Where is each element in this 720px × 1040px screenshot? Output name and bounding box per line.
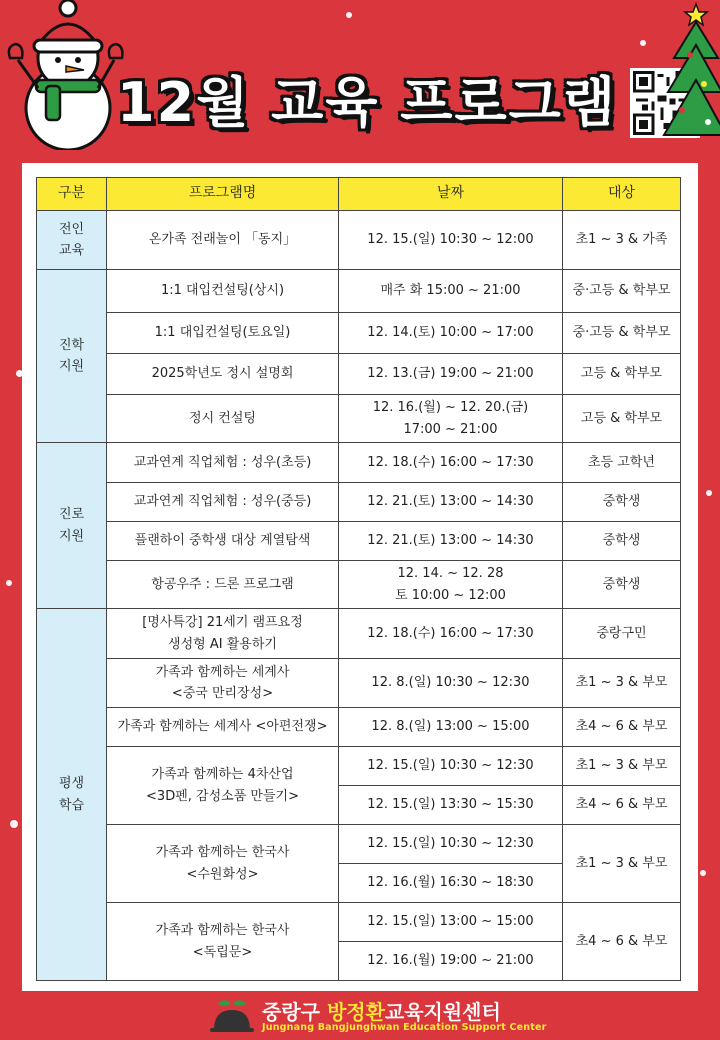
table-row: [37, 747, 681, 786]
date-cell: 12. 14.(토) 10:00 ~ 17:00: [339, 313, 563, 354]
target-cell: 중학생: [563, 561, 681, 609]
program-cell: 가족과 함께하는 한국사 <수원화성>: [107, 825, 339, 903]
column-header: 프로그램명: [107, 178, 339, 211]
table-row: [37, 211, 681, 270]
date-cell: 12. 16.(월) ~ 12. 20.(금) 17:00 ~ 21:00: [339, 395, 563, 443]
schedule-table: [36, 177, 681, 981]
target-cell: 초4 ~ 6 & 부모: [563, 708, 681, 747]
column-header: 대상: [563, 178, 681, 211]
program-cell: 항공우주 : 드론 프로그램: [107, 561, 339, 609]
target-cell: 초1 ~ 3 & 부모: [563, 659, 681, 708]
program-cell: 교과연계 직업체험 : 성우(중등): [107, 483, 339, 522]
date-cell: 12. 18.(수) 16:00 ~ 17:30: [339, 443, 563, 483]
table-row: [37, 354, 681, 395]
table-row: [37, 825, 681, 864]
date-cell: 12. 18.(수) 16:00 ~ 17:30: [339, 609, 563, 659]
program-cell: 가족과 함께하는 세계사 <중국 만리장성>: [107, 659, 339, 708]
column-header: 구분: [37, 178, 107, 211]
date-cell: 매주 화 15:00 ~ 21:00: [339, 270, 563, 313]
target-cell: 초4 ~ 6 & 부모: [563, 786, 681, 825]
category-cell: 평생 학습: [37, 609, 107, 981]
table-row: [37, 483, 681, 522]
table-row: [37, 609, 681, 659]
program-cell: 가족과 함께하는 세계사 <아편전쟁>: [107, 708, 339, 747]
table-row: [37, 270, 681, 313]
category-cell: 진로 지원: [37, 443, 107, 609]
program-cell: 교과연계 직업체험 : 성우(초등): [107, 443, 339, 483]
page-title: 12월 교육 프로그램: [117, 70, 617, 134]
table-row: [37, 708, 681, 747]
program-cell: 2025학년도 정시 설명회: [107, 354, 339, 395]
program-cell: 정시 컨설팅: [107, 395, 339, 443]
date-cell: 12. 13.(금) 19:00 ~ 21:00: [339, 354, 563, 395]
target-cell: 중·고등 & 학부모: [563, 270, 681, 313]
target-cell: 초1 ~ 3 & 부모: [563, 747, 681, 786]
table-row: [37, 659, 681, 708]
table-row: [37, 903, 681, 942]
date-cell: 12. 15.(일) 13:30 ~ 15:30: [339, 786, 563, 825]
center-name: 중랑구 방정환교육지원센터: [262, 1000, 501, 1024]
table-row: [37, 395, 681, 443]
date-cell: 12. 8.(일) 10:30 ~ 12:30: [339, 659, 563, 708]
target-cell: 고등 & 학부모: [563, 395, 681, 443]
center-logo-icon: [208, 998, 256, 1034]
date-cell: 12. 16.(월) 19:00 ~ 21:00: [339, 942, 563, 981]
schedule-card: [22, 163, 698, 991]
table-row: [37, 522, 681, 561]
date-cell: 12. 8.(일) 13:00 ~ 15:00: [339, 708, 563, 747]
target-cell: 중학생: [563, 522, 681, 561]
date-cell: 12. 15.(일) 10:30 ~ 12:30: [339, 825, 563, 864]
target-cell: 중·고등 & 학부모: [563, 313, 681, 354]
snow-dot: [706, 490, 712, 496]
snow-dot: [640, 40, 646, 46]
table-row: [37, 561, 681, 609]
date-cell: 12. 15.(일) 10:30 ~ 12:00: [339, 211, 563, 270]
date-cell: 12. 21.(토) 13:00 ~ 14:30: [339, 522, 563, 561]
snow-dot: [10, 820, 18, 828]
program-cell: 1:1 대입컨설팅(상시): [107, 270, 339, 313]
date-cell: 12. 15.(일) 13:00 ~ 15:00: [339, 903, 563, 942]
target-cell: 고등 & 학부모: [563, 354, 681, 395]
christmas-tree-icon: [660, 0, 720, 150]
program-cell: 플랜하이 중학생 대상 계열탐색: [107, 522, 339, 561]
category-cell: 전인 교육: [37, 211, 107, 270]
target-cell: 중학생: [563, 483, 681, 522]
table-row: [37, 443, 681, 483]
program-cell: 온가족 전래놀이 「동지」: [107, 211, 339, 270]
date-cell: 12. 21.(토) 13:00 ~ 14:30: [339, 483, 563, 522]
program-cell: 1:1 대입컨설팅(토요일): [107, 313, 339, 354]
target-cell: 초등 고학년: [563, 443, 681, 483]
column-header: 날짜: [339, 178, 563, 211]
snowman-icon: [6, 0, 126, 150]
table-row: [37, 313, 681, 354]
target-cell: 초4 ~ 6 & 부모: [563, 903, 681, 981]
program-cell: 가족과 함께하는 4차산업 <3D펜, 감성소품 만들기>: [107, 747, 339, 825]
center-english-name: Jungnang Bangjunghwan Education Support Center: [262, 1022, 547, 1033]
snow-dot: [6, 580, 12, 586]
target-cell: 초1 ~ 3 & 가족: [563, 211, 681, 270]
snow-dot: [346, 12, 352, 18]
program-cell: 가족과 함께하는 한국사 <독립문>: [107, 903, 339, 981]
date-cell: 12. 15.(일) 10:30 ~ 12:30: [339, 747, 563, 786]
table-header-row: [37, 178, 681, 211]
date-cell: 12. 14. ~ 12. 28 토 10:00 ~ 12:00: [339, 561, 563, 609]
program-cell: [명사특강] 21세기 램프요정 생성형 AI 활용하기: [107, 609, 339, 659]
category-cell: 진학 지원: [37, 270, 107, 443]
target-cell: 초1 ~ 3 & 부모: [563, 825, 681, 903]
footer: [0, 996, 720, 1040]
snow-dot: [700, 870, 706, 876]
target-cell: 중랑구민: [563, 609, 681, 659]
date-cell: 12. 16.(월) 16:30 ~ 18:30: [339, 864, 563, 903]
